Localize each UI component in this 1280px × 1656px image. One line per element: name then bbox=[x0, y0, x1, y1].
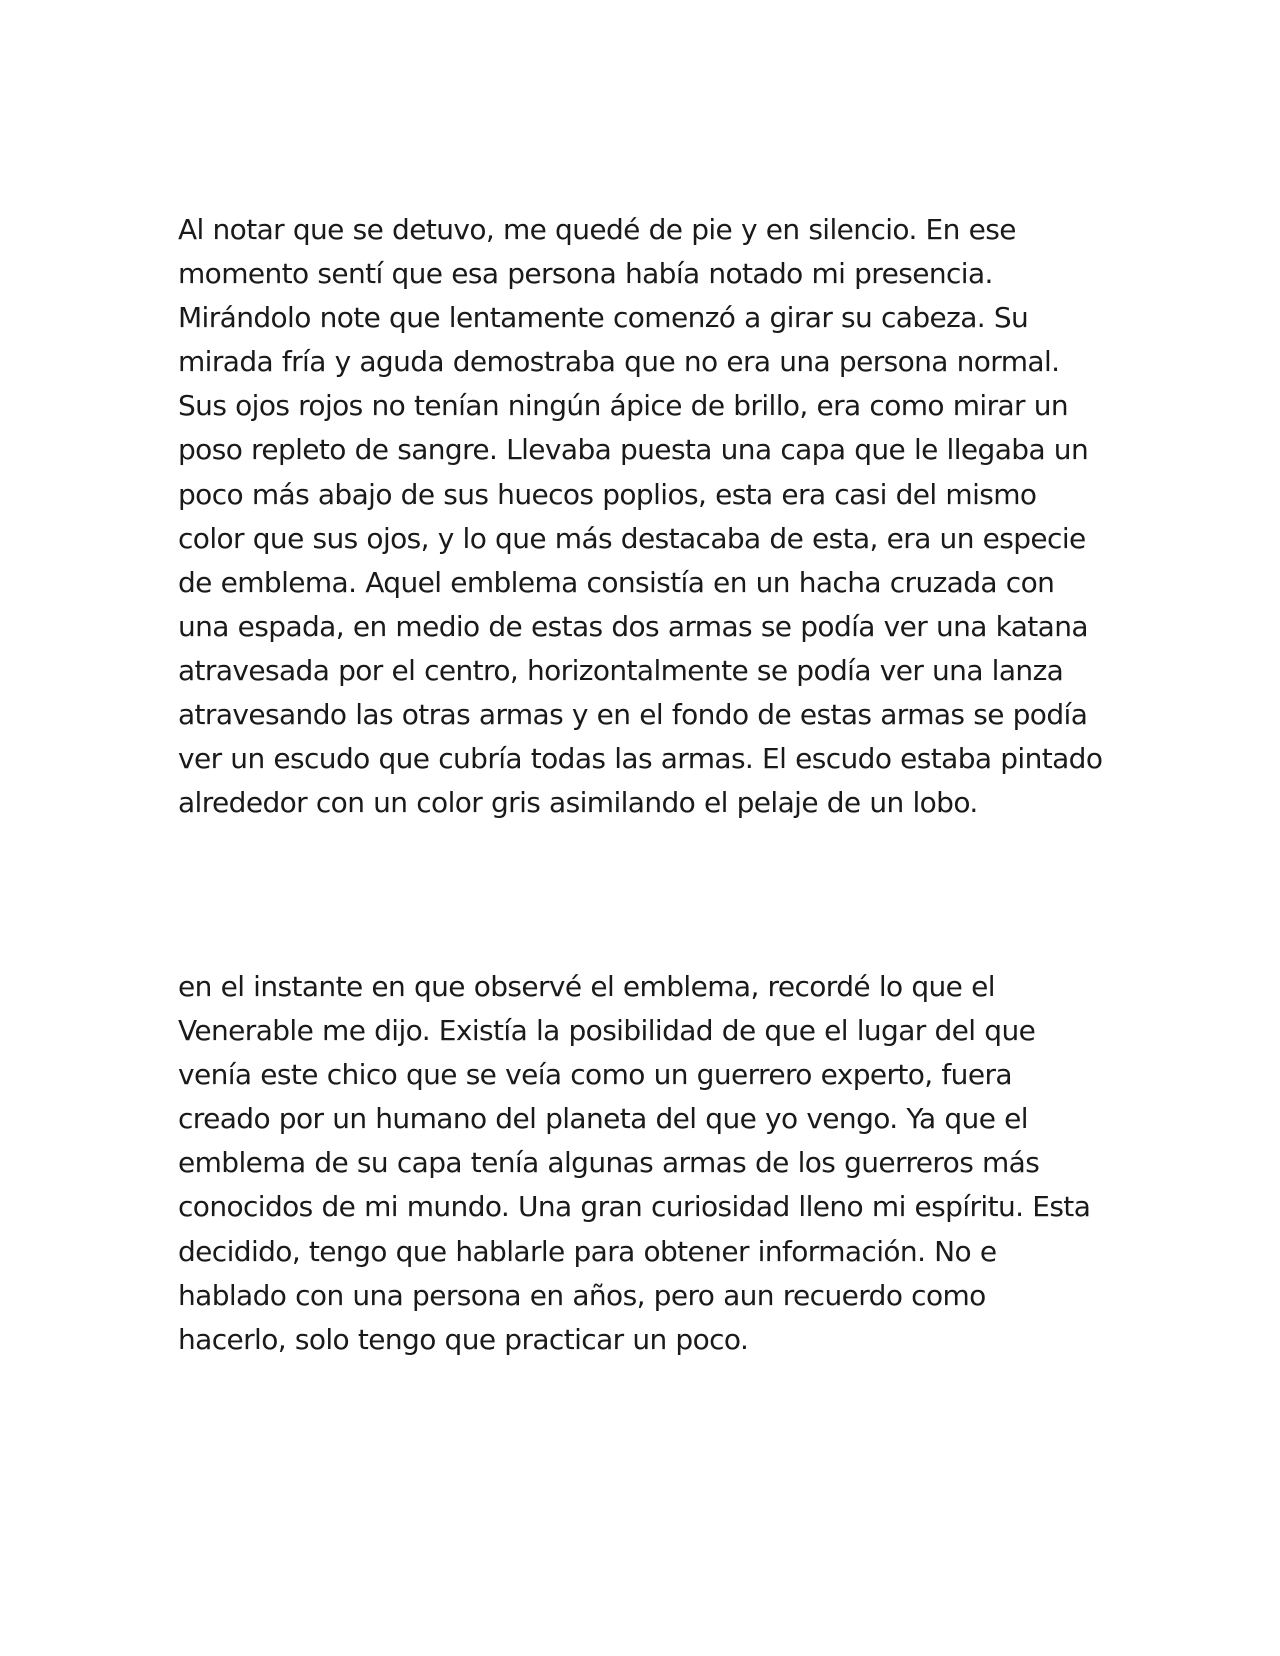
text-line: decidido, tengo que hablarle para obtener información. No e bbox=[178, 1234, 997, 1268]
text-line: Sus ojos rojos no tenían ningún ápice de brillo, era como mirar un bbox=[178, 389, 1069, 423]
text-line: venía este chico que se veía como un guerrero experto, fuera bbox=[178, 1058, 1012, 1092]
text-line: alrededor con un color gris asimilando el pelaje de un lobo. bbox=[178, 786, 978, 820]
paragraph-1 bbox=[178, 208, 1118, 825]
text-line: momento sentí que esa persona había notado mi presencia. bbox=[178, 257, 993, 291]
text-line: conocidos de mi mundo. Una gran curiosidad lleno mi espíritu. Esta bbox=[178, 1190, 1091, 1224]
text-line: emblema de su capa tenía algunas armas de los guerreros más bbox=[178, 1146, 1040, 1180]
text-line: ver un escudo que cubría todas las armas. El escudo estaba pintado bbox=[178, 742, 1103, 776]
text-line: Al notar que se detuvo, me quedé de pie y en silencio. En ese bbox=[178, 213, 1016, 246]
text-line: en el instante en que observé el emblema, recordé lo que el bbox=[178, 970, 995, 1003]
text-line: de emblema. Aquel emblema consistía en un hacha cruzada con bbox=[178, 565, 1055, 599]
paragraph-2 bbox=[178, 965, 1118, 1362]
text-line: poso repleto de sangre. Llevaba puesta una capa que le llegaba un bbox=[178, 433, 1089, 467]
text-line: poco más abajo de sus huecos poplios, esta era casi del mismo bbox=[178, 477, 1037, 511]
text-line: atravesada por el centro, horizontalmente se podía ver una lanza bbox=[178, 653, 1064, 687]
text-line: mirada fría y aguda demostraba que no era una persona normal. bbox=[178, 345, 1060, 379]
text-line: creado por un humano del planeta del que yo vengo. Ya que el bbox=[178, 1102, 1028, 1136]
text-line: una espada, en medio de estas dos armas se podía ver una katana bbox=[178, 609, 1088, 643]
text-line: color que sus ojos, y lo que más destacaba de esta, era un especie bbox=[178, 521, 1086, 555]
text-line: atravesando las otras armas y en el fondo de estas armas se podía bbox=[178, 698, 1088, 732]
text-line: hablado con una persona en años, pero aun recuerdo como bbox=[178, 1278, 986, 1312]
text-line: Venerable me dijo. Existía la posibilidad de que el lugar del que bbox=[178, 1014, 1036, 1048]
text-line: Mirándolo note que lentamente comenzó a girar su cabeza. Su bbox=[178, 301, 1029, 335]
text-line: hacerlo, solo tengo que practicar un poco. bbox=[178, 1322, 749, 1356]
